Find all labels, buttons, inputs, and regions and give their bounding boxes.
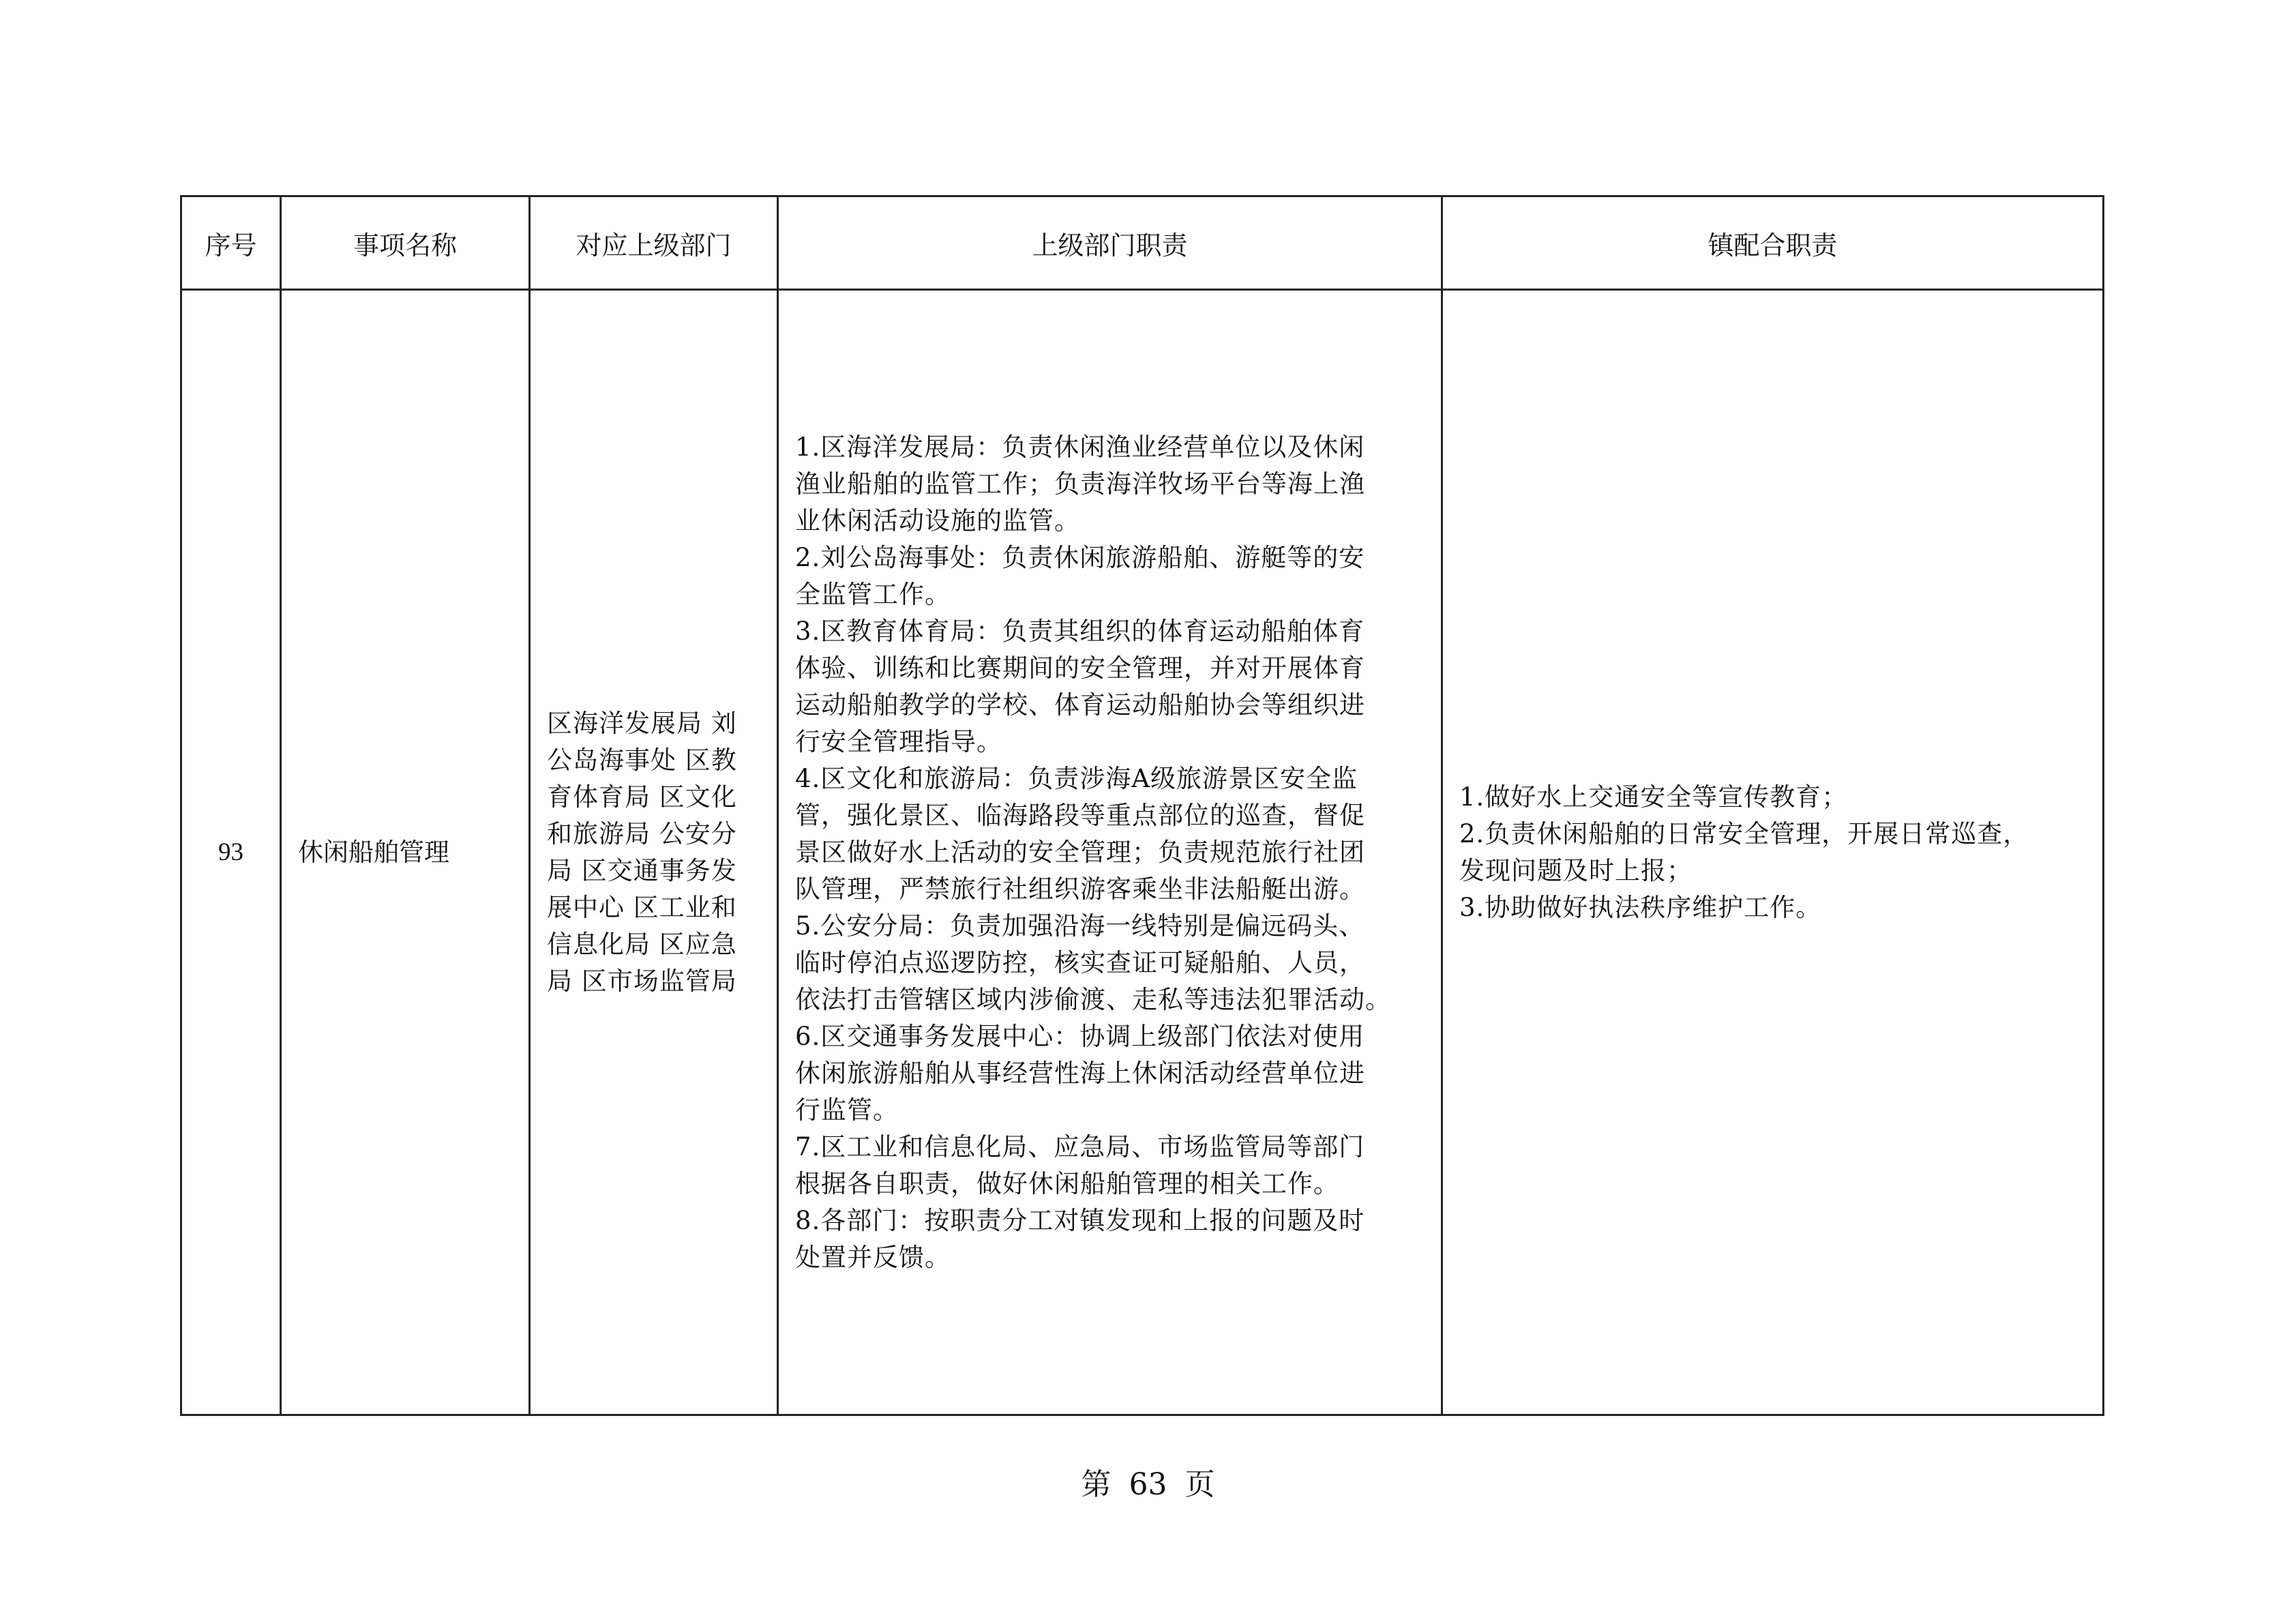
town-duty-line: 2.负责休闲船舶的日常安全管理，开展日常巡查， — [1459, 818, 2029, 848]
departments-line: 和旅游局 公安分 — [547, 818, 737, 848]
row-town-duties — [1442, 290, 2104, 1415]
upper-duty-line: 依法打击管辖区域内涉偷渡、走私等违法犯罪活动。 — [795, 984, 1391, 1014]
upper-duty-line: 1.区海洋发展局：负责休闲渔业经营单位以及休闲 — [795, 432, 1365, 462]
departments-line: 育体育局 区文化 — [547, 782, 737, 812]
upper-duty-line: 2.刘公岛海事处：负责休闲旅游船舶、游艇等的安 — [795, 542, 1365, 572]
departments-line: 局 区交通事务发 — [547, 855, 737, 885]
row-item-name: 休闲船舶管理 — [281, 290, 530, 1415]
responsibility-table — [180, 195, 2104, 1416]
town-duty-line: 3.协助做好执法秩序维护工作。 — [1459, 892, 1822, 922]
departments-line: 区海洋发展局 刘 — [547, 708, 737, 738]
upper-duty-line: 队管理，严禁旅行社组织游客乘坐非法船艇出游。 — [795, 874, 1365, 904]
header-upper-duties: 上级部门职责 — [778, 196, 1442, 290]
upper-duty-line: 4.区文化和旅游局：负责涉海A级旅游景区安全监 — [795, 763, 1358, 793]
table-row — [181, 290, 2104, 1415]
upper-duty-line: 根据各自职责，做好休闲船舶管理的相关工作。 — [795, 1168, 1339, 1198]
upper-duty-line: 5.公安分局：负责加强沿海一线特别是偏远码头、 — [795, 911, 1365, 941]
upper-duty-line: 管，强化景区、临海路段等重点部位的巡查，督促 — [795, 800, 1365, 830]
row-number: 93 — [181, 290, 281, 1415]
upper-duty-line: 景区做好水上活动的安全管理；负责规范旅行社团 — [795, 837, 1365, 867]
upper-duty-line: 临时停泊点巡逻防控，核实查证可疑船舶、人员， — [795, 947, 1365, 977]
upper-duty-line: 体验、训练和比赛期间的安全管理，并对开展体育 — [795, 653, 1365, 683]
header-number: 序号 — [181, 196, 281, 290]
upper-duty-line: 渔业船舶的监管工作；负责海洋牧场平台等海上渔 — [795, 469, 1365, 499]
departments-line: 公岛海事处 区教 — [547, 745, 737, 775]
header-item-name: 事项名称 — [281, 196, 530, 290]
table-header-row — [181, 196, 2104, 290]
town-duty-line: 发现问题及时上报； — [1459, 855, 1693, 885]
town-duty-line: 1.做好水上交通安全等宣传教育； — [1459, 782, 1848, 812]
page-suffix: 页 — [1184, 1467, 1215, 1502]
header-departments: 对应上级部门 — [530, 196, 778, 290]
row-upper-duties — [778, 290, 1442, 1415]
departments-line: 信息化局 区应急 — [547, 929, 737, 959]
upper-duty-line: 处置并反馈。 — [795, 1242, 951, 1272]
upper-duty-line: 业休闲活动设施的监管。 — [795, 505, 1080, 535]
upper-duty-line: 8.各部门：按职责分工对镇发现和上报的问题及时 — [795, 1205, 1365, 1235]
upper-duty-line: 3.区教育体育局：负责其组织的体育运动船舶体育 — [795, 616, 1365, 646]
page-footer — [0, 1460, 2296, 1503]
row-departments — [530, 290, 778, 1415]
upper-duty-line: 6.区交通事务发展中心：协调上级部门依法对使用 — [795, 1021, 1365, 1051]
upper-duty-line: 7.区工业和信息化局、应急局、市场监管局等部门 — [795, 1132, 1365, 1162]
upper-duty-line: 行安全管理指导。 — [795, 726, 1002, 756]
page-prefix: 第 — [1081, 1467, 1112, 1502]
upper-duty-line: 行监管。 — [795, 1095, 899, 1125]
upper-duty-line: 休闲旅游船舶从事经营性海上休闲活动经营单位进 — [795, 1058, 1365, 1088]
upper-duty-line: 运动船舶教学的学校、体育运动船舶协会等组织进 — [795, 690, 1365, 720]
page-number: 63 — [1129, 1467, 1167, 1502]
header-town-duties: 镇配合职责 — [1442, 196, 2104, 290]
departments-line: 局 区市场监管局 — [547, 966, 737, 996]
departments-line: 展中心 区工业和 — [547, 892, 737, 922]
upper-duty-line: 全监管工作。 — [795, 579, 951, 609]
